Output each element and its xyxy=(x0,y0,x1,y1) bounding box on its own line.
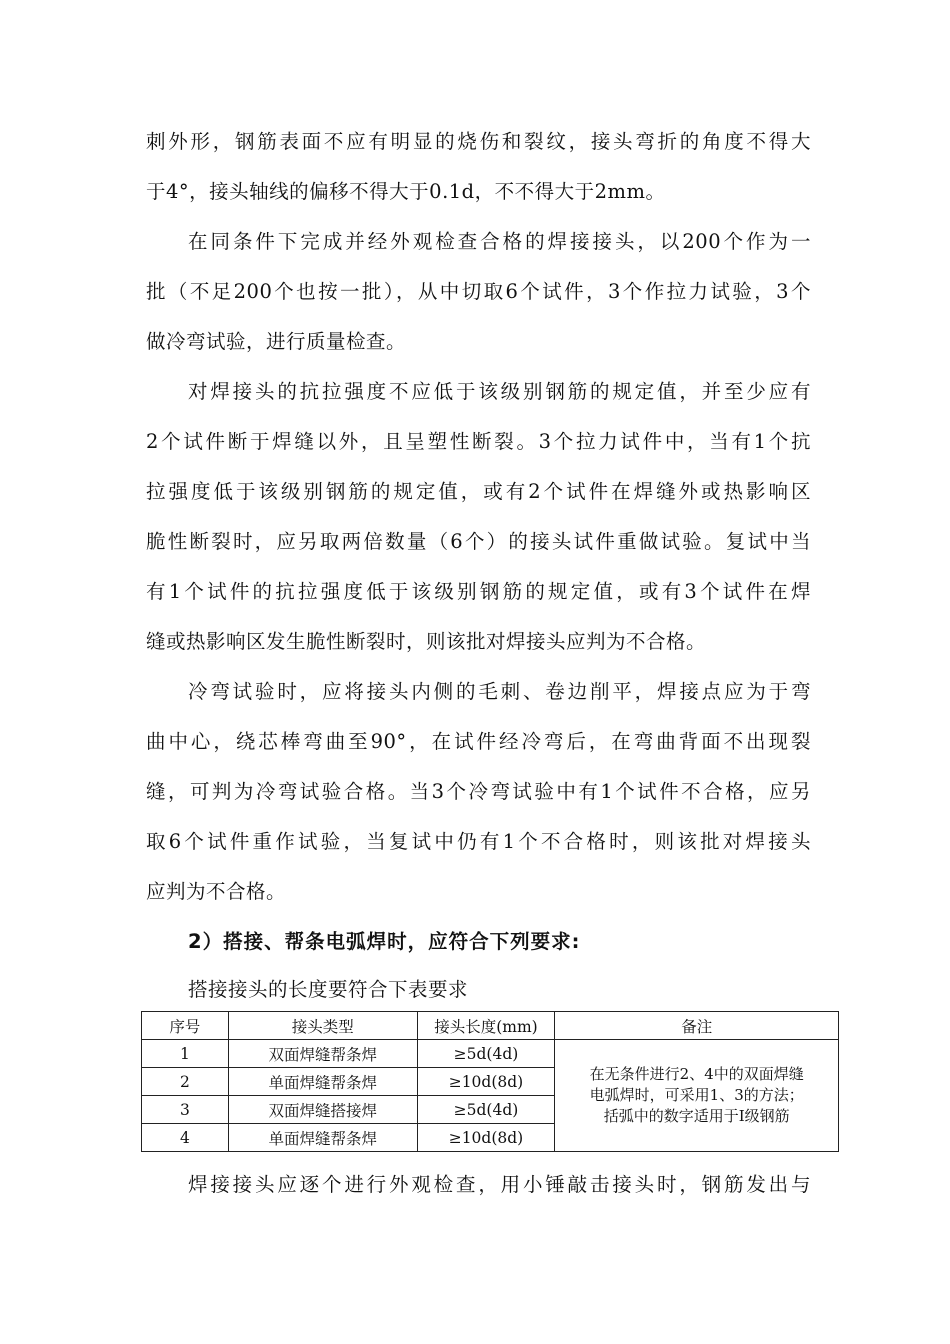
cell-remark xyxy=(555,1040,839,1152)
paragraph-line: 刺外形，钢筋表面不应有明显的烧伤和裂纹，接头弯折的角度不得大 xyxy=(146,130,811,153)
paragraph-line: 做冷弯试验，进行质量检查。 xyxy=(146,330,407,353)
cell-number: 1 xyxy=(142,1040,229,1068)
paragraph-line: 在同条件下完成并经外观检查合格的焊接接头，以200个作为一 xyxy=(188,230,811,253)
table-header-row xyxy=(142,1012,839,1040)
cell-number: 3 xyxy=(142,1096,229,1124)
section-heading: 2）搭接、帮条电弧焊时，应符合下列要求: xyxy=(188,930,581,953)
paragraph-line: 于4°，接头轴线的偏移不得大于0.1d，不不得大于2mm。 xyxy=(146,180,666,203)
column-header: 接头长度(mm) xyxy=(417,1012,555,1040)
table-intro: 搭接接头的长度要符合下表要求 xyxy=(188,978,469,1001)
cell-number: 2 xyxy=(142,1068,229,1096)
remark-line: 括弧中的数字适用于Ⅰ级钢筋 xyxy=(603,1107,790,1125)
paragraph-line: 缝，可判为冷弯试验合格。当3个冷弯试验中有1个试件不合格，应另 xyxy=(146,780,811,803)
paragraph-line: 脆性断裂时，应另取两倍数量（6个）的接头试件重做试验。复试中当 xyxy=(146,530,811,553)
paragraph-line: 取6个试件重作试验，当复试中仍有1个不合格时，则该批对焊接头 xyxy=(146,830,811,853)
remark-line: 电弧焊时，可采用1、3的方法； xyxy=(589,1086,804,1104)
table-row xyxy=(142,1040,839,1068)
paragraph-line: 批（不足200个也按一批），从中切取6个试件，3个作拉力试验，3个 xyxy=(146,280,811,303)
paragraph-line: 冷弯试验时，应将接头内侧的毛刺、卷边削平，焊接点应为于弯 xyxy=(188,680,811,703)
column-header: 备注 xyxy=(555,1012,839,1040)
cell-joint-length: ≥10d(8d) xyxy=(417,1124,555,1152)
column-header: 序号 xyxy=(142,1012,229,1040)
paragraph-line: 应判为不合格。 xyxy=(146,880,287,903)
paragraph-line: 焊接接头应逐个进行外观检查，用小锤敲击接头时，钢筋发出与 xyxy=(188,1173,811,1196)
cell-joint-length: ≥10d(8d) xyxy=(417,1068,555,1096)
cell-joint-length: ≥5d(4d) xyxy=(417,1096,555,1124)
cell-number: 4 xyxy=(142,1124,229,1152)
cell-joint-type: 单面焊缝帮条焊 xyxy=(228,1124,417,1152)
cell-joint-type: 双面焊缝帮条焊 xyxy=(228,1040,417,1068)
cell-joint-length: ≥5d(4d) xyxy=(417,1040,555,1068)
joint-length-table xyxy=(141,1011,839,1152)
paragraph-line: 拉强度低于该级别钢筋的规定值，或有2个试件在焊缝外或热影响区 xyxy=(146,480,811,503)
paragraph-line: 曲中心，绕芯棒弯曲至90°，在试件经冷弯后，在弯曲背面不出现裂 xyxy=(146,730,811,753)
paragraph-line: 有1个试件的抗拉强度低于该级别钢筋的规定值，或有3个试件在焊 xyxy=(146,580,811,603)
cell-joint-type: 单面焊缝帮条焊 xyxy=(228,1068,417,1096)
paragraph-line: 2个试件断于焊缝以外，且呈塑性断裂。3个拉力试件中，当有1个抗 xyxy=(146,430,811,453)
paragraph-line: 缝或热影响区发生脆性断裂时，则该批对焊接头应判为不合格。 xyxy=(146,630,707,653)
remark-line: 在无条件进行2、4中的双面焊缝 xyxy=(589,1065,804,1083)
cell-joint-type: 双面焊缝搭接焊 xyxy=(228,1096,417,1124)
paragraph-line: 对焊接头的抗拉强度不应低于该级别钢筋的规定值，并至少应有 xyxy=(188,380,811,403)
column-header: 接头类型 xyxy=(228,1012,417,1040)
